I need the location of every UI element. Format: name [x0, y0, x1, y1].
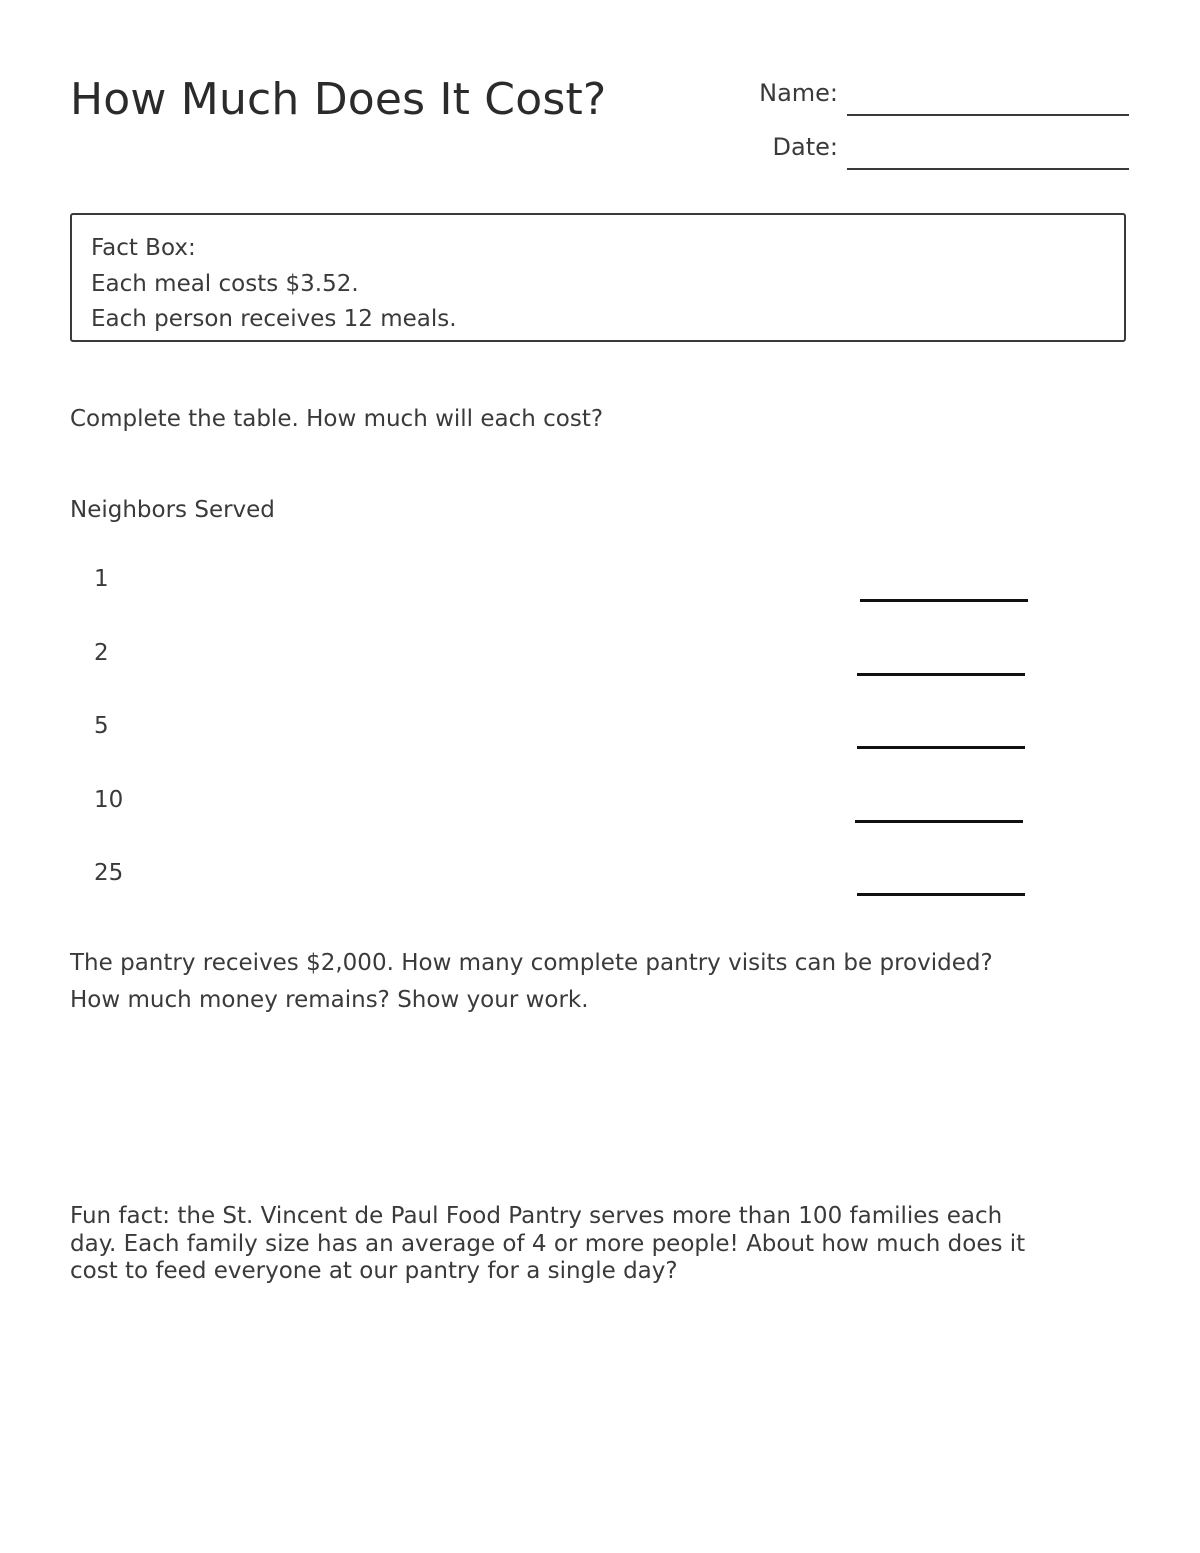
fact-box-heading: Fact Box:: [91, 235, 196, 261]
name-field[interactable]: [847, 114, 1129, 116]
answer-blank[interactable]: [860, 599, 1028, 602]
date-field[interactable]: [847, 168, 1129, 170]
pantry-question-line: How much money remains? Show your work.: [70, 987, 589, 1013]
fact-meal-cost: Each meal costs $3.52.: [91, 270, 359, 297]
answer-blank[interactable]: [855, 820, 1023, 823]
date-label: Date:: [772, 133, 838, 161]
name-label: Name:: [759, 79, 838, 107]
table-header: Neighbors Served: [70, 497, 275, 523]
fact-box: [70, 213, 1126, 342]
pantry-question-line: The pantry receives $2,000. How many complete pantry visits can be provided?: [70, 950, 993, 976]
answer-blank[interactable]: [857, 746, 1025, 749]
table-row-label: 5: [94, 713, 109, 739]
fact-meals-per-person: Each person receives 12 meals.: [91, 306, 457, 332]
fun-fact: [70, 1203, 1140, 1286]
fun-fact-line: cost to feed everyone at our pantry for a single day?: [70, 1258, 678, 1284]
table-row-label: 2: [94, 640, 109, 666]
answer-blank[interactable]: [857, 893, 1025, 896]
fun-fact-line: Fun fact: the St. Vincent de Paul Food Pantry serves more than 100 families each: [70, 1203, 1003, 1229]
fun-fact-line: day. Each family size has an average of 4 or more people! About how much does it: [70, 1230, 1026, 1257]
answer-blank[interactable]: [857, 673, 1025, 676]
table-row-label: 1: [94, 566, 109, 592]
table-row-label: 10: [94, 787, 124, 813]
page-title: How Much Does It Cost?: [70, 74, 607, 125]
table-row-label: 25: [94, 860, 124, 886]
pantry-question: [70, 945, 993, 1019]
table-instructions: Complete the table. How much will each cost?: [70, 406, 604, 432]
